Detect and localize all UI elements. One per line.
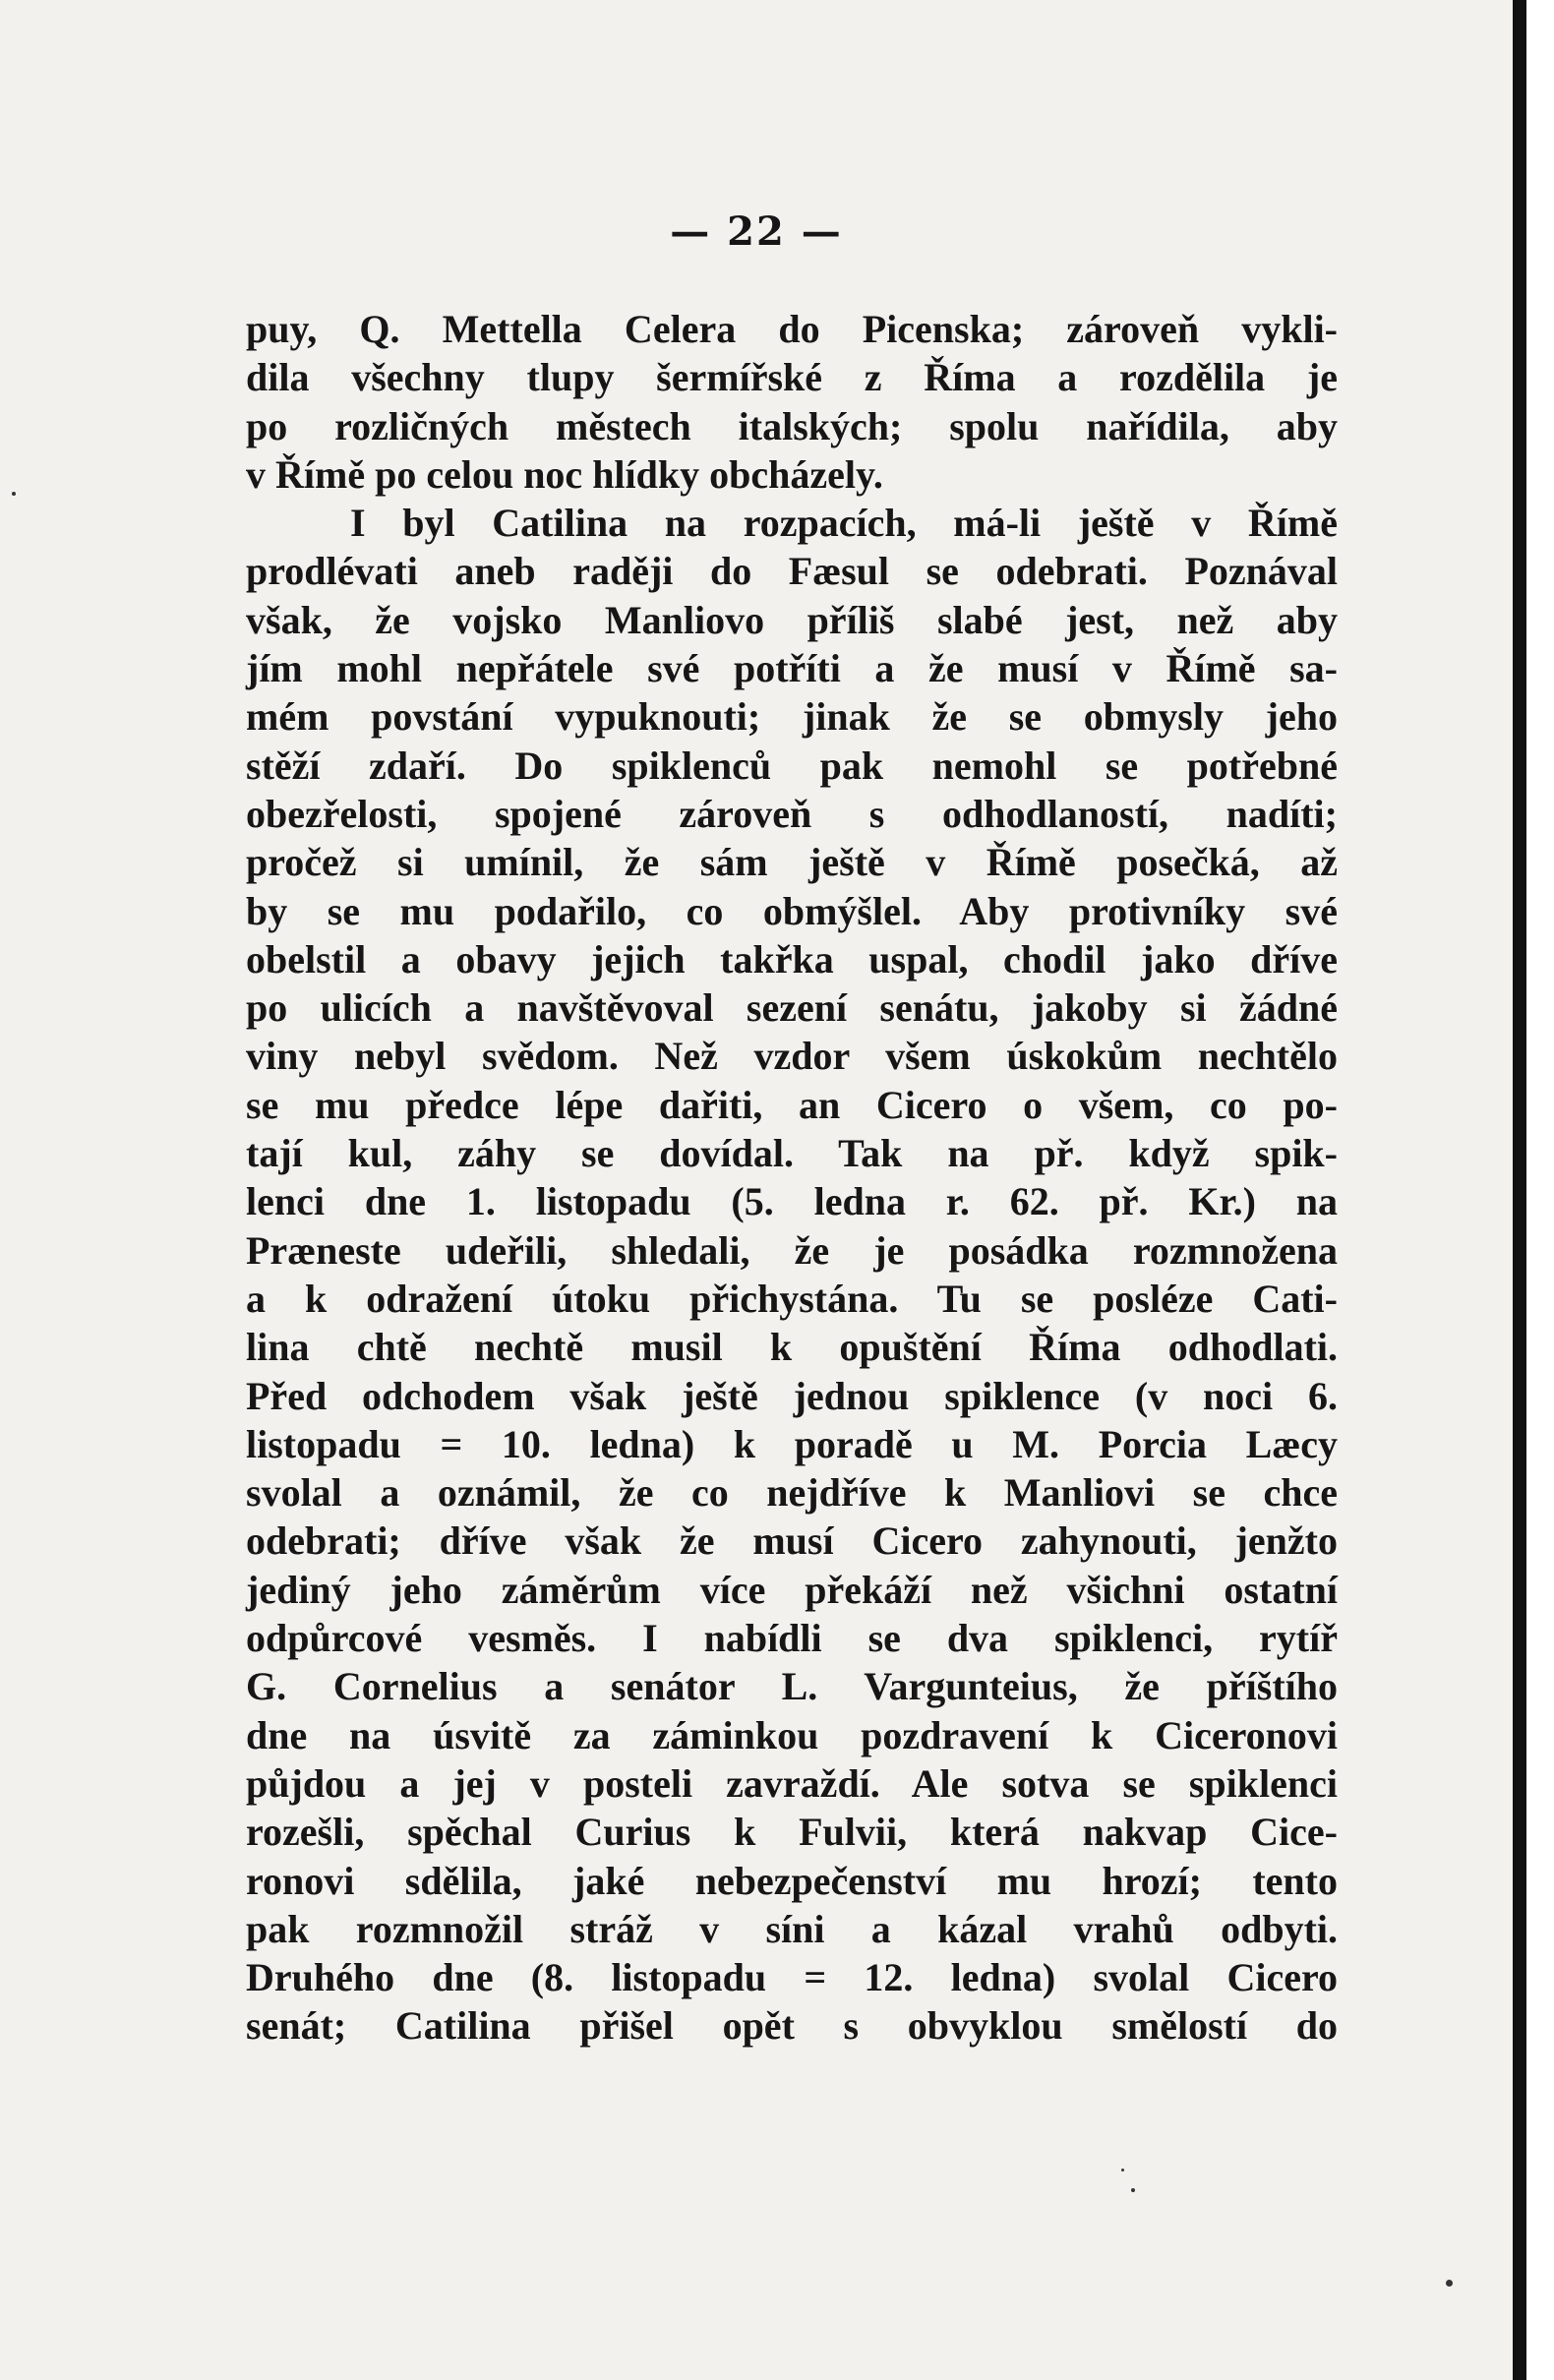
text-line: I byl Catilina na rozpacích, má-li ještě v Římě: [350, 501, 1338, 546]
text-line: prodlévati aneb raději do Fæsul se odebrati. Poznával: [246, 549, 1338, 594]
text-line: jediný jeho záměrům více překáží než všichni ostatní: [246, 1567, 1338, 1612]
text-line: ronovi sdělila, jaké nebezpečenství mu hrozí; tento: [246, 1858, 1338, 1903]
paper-speck: [1131, 2188, 1135, 2192]
body-text: [246, 305, 1338, 2051]
text-line: Præneste udeřili, shledali, že je posádka rozmnožena: [246, 1227, 1338, 1273]
paper-speck: [12, 492, 16, 496]
text-line: pak rozmnožil stráž v síni a kázal vrahů odbyti.: [246, 1906, 1338, 1951]
text-line: Před odchodem však ještě jednou spiklence (v noci 6.: [246, 1373, 1338, 1418]
text-line: jím mohl nepřátele své potříti a že musí v Římě sa-: [246, 646, 1338, 691]
paper-speck: [1121, 2169, 1124, 2172]
text-line: viny nebyl svědom. Než vzdor všem úskokům nechtělo: [246, 1034, 1338, 1079]
text-line: po ulicích a navštěvoval sezení senátu, jakoby si žádné: [246, 985, 1338, 1031]
text-line: odebrati; dříve však že musí Cicero zahynouti, jenžto: [246, 1518, 1338, 1564]
text-line: mém povstání vypuknouti; jinak že se obmysly jeho: [246, 694, 1338, 740]
text-line: odpůrcové vesměs. I nabídli se dva spiklenci, rytíř: [246, 1616, 1338, 1661]
text-line: obezřelosti, spojené zároveň s odhodlaností, nadíti;: [246, 791, 1338, 836]
text-line: obelstil a obavy jejich takřka uspal, chodil jako dříve: [246, 936, 1338, 982]
text-line: po rozličných městech italských; spolu nařídila, aby: [246, 403, 1338, 448]
text-line: senát; Catilina přišel opět s obvyklou smělostí do: [246, 2003, 1338, 2049]
text-line: lina chtě nechtě musil k opuštění Říma odhodlati.: [246, 1325, 1338, 1370]
text-line: a k odražení útoku přichystána. Tu se posléze Cati-: [246, 1276, 1338, 1321]
text-line: dne na úsvitě za záminkou pozdravení k Ciceronovi: [246, 1712, 1338, 1757]
text-line: se mu předce lépe dařiti, an Cicero o všem, co po-: [246, 1082, 1338, 1127]
text-line: G. Cornelius a senátor L. Vargunteius, že příštího: [246, 1664, 1338, 1709]
text-line: puy, Q. Mettella Celera do Picenska; zároveň vykli-: [246, 307, 1338, 351]
text-line: svolal a oznámil, že co nejdříve k Manliovi se chce: [246, 1470, 1338, 1516]
text-line: dila všechny tlupy šermířské z Říma a rozdělila je: [246, 355, 1338, 400]
text-line: však, že vojsko Manliovo příliš slabé jest, než aby: [246, 597, 1338, 642]
text-line: pročež si umínil, že sám ještě v Římě posečká, až: [246, 840, 1338, 885]
text-line: v Římě po celou noc hlídky obcházely.: [246, 451, 883, 497]
text-line: listopadu = 10. ledna) k poradě u M. Porcia Læcy: [246, 1421, 1338, 1466]
text-line: by se mu podařilo, co obmýšlel. Aby protivníky své: [246, 888, 1338, 933]
text-line: Druhého dne (8. listopadu = 12. ledna) svolal Cicero: [246, 1955, 1338, 2000]
page-number: — 22 —: [670, 208, 843, 255]
text-line: půjdou a jej v posteli zavraždí. Ale sotva se spiklenci: [246, 1760, 1338, 1806]
text-line: stěží zdaří. Do spiklenců pak nemohl se potřebné: [246, 743, 1338, 788]
text-line: tají kul, záhy se dovídal. Tak na př. když spik-: [246, 1131, 1338, 1176]
text-line: lenci dne 1. listopadu (5. ledna r. 62. př. Kr.) na: [246, 1179, 1338, 1224]
paper-speck: [1446, 2280, 1453, 2287]
text-line: rozešli, spěchal Curius k Fulvii, která nakvap Cice-: [246, 1810, 1338, 1855]
page-edge-shadow: [1513, 0, 1526, 2380]
